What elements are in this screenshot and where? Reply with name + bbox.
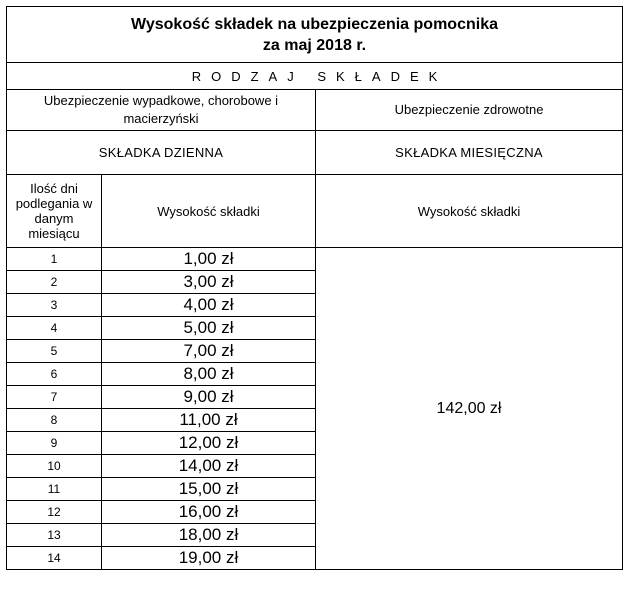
daily-amount-cell: 14,00 zł	[102, 455, 316, 478]
daily-amount-column-header: Wysokość składki	[102, 175, 316, 248]
group-row	[7, 90, 623, 131]
days-cell: 12	[7, 501, 102, 524]
daily-amount-cell: 15,00 zł	[102, 478, 316, 501]
days-cell: 14	[7, 547, 102, 570]
days-column-header	[7, 175, 102, 248]
table-title	[7, 7, 623, 63]
monthly-amount-cell: 142,00 zł	[316, 248, 623, 570]
days-cell: 4	[7, 317, 102, 340]
column-header-row	[7, 175, 623, 248]
insurance-group-health	[316, 90, 623, 131]
insurance-group-left-label: Ubezpieczenie wypadkowe, chorobowe i macierzyński	[43, 93, 279, 126]
daily-contribution-header: SKŁADKA DZIENNA	[7, 131, 316, 175]
days-cell: 2	[7, 271, 102, 294]
daily-amount-cell: 18,00 zł	[102, 524, 316, 547]
daily-amount-cell: 8,00 zł	[102, 363, 316, 386]
daily-amount-cell: 4,00 zł	[102, 294, 316, 317]
title-line-1: Wysokość składek na ubezpieczenia pomocnika	[131, 15, 498, 33]
title-line-2: za maj 2018 r.	[262, 36, 367, 54]
days-cell: 8	[7, 409, 102, 432]
daily-amount-cell: 5,00 zł	[102, 317, 316, 340]
days-cell: 6	[7, 363, 102, 386]
insurance-group-accident-sickness-maternity	[7, 90, 316, 131]
days-cell: 7	[7, 386, 102, 409]
daily-amount-cell: 12,00 zł	[102, 432, 316, 455]
contribution-table	[6, 6, 623, 570]
title-row	[7, 7, 623, 63]
daily-amount-cell: 19,00 zł	[102, 547, 316, 570]
contribution-kind-header: RODZAJ SKŁADEK	[7, 63, 623, 90]
monthly-contribution-header: SKŁADKA MIESIĘCZNA	[316, 131, 623, 175]
days-column-header-text: Ilość dni podlegania w danym miesiącu	[15, 181, 93, 241]
daily-amount-cell: 7,00 zł	[102, 340, 316, 363]
kind-row	[7, 63, 623, 90]
monthly-amount-column-header: Wysokość składki	[316, 175, 623, 248]
days-cell: 5	[7, 340, 102, 363]
daily-amount-cell: 11,00 zł	[102, 409, 316, 432]
days-cell: 3	[7, 294, 102, 317]
days-cell: 9	[7, 432, 102, 455]
rate-type-row	[7, 131, 623, 175]
daily-amount-cell: 3,00 zł	[102, 271, 316, 294]
insurance-group-right-label: Ubezpieczenie zdrowotne	[394, 102, 544, 117]
table-row	[7, 248, 623, 271]
days-cell: 13	[7, 524, 102, 547]
days-cell: 11	[7, 478, 102, 501]
days-cell: 10	[7, 455, 102, 478]
daily-amount-cell: 9,00 zł	[102, 386, 316, 409]
daily-amount-cell: 16,00 zł	[102, 501, 316, 524]
days-cell: 1	[7, 248, 102, 271]
daily-amount-cell: 1,00 zł	[102, 248, 316, 271]
